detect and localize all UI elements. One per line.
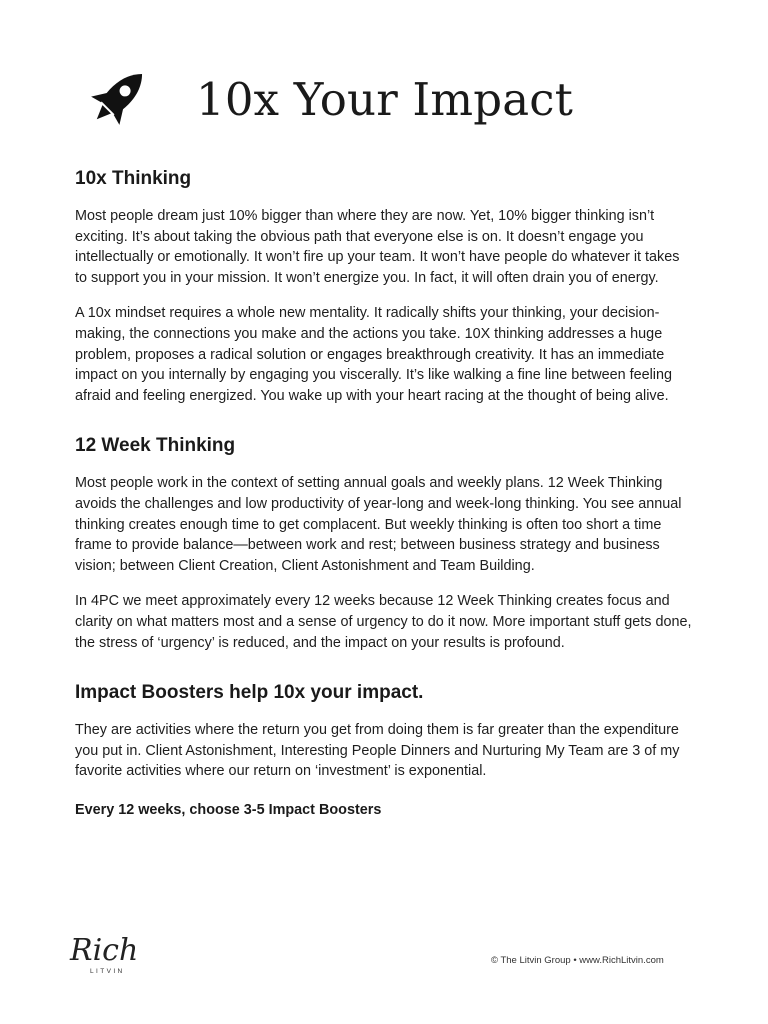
page-title: 10x Your Impact: [196, 73, 573, 126]
document-body: [75, 166, 695, 820]
paragraph: Most people work in the context of setting annual goals and weekly plans. 12 Week Thinking avoids the challenges and low productivity of year-long and week-long thinking. You see annual thinking creates enough time to get complacent. But weekly thinking is often too short a time frame to provide balance—between work and rest; between business strategy and business vision; between Client Creation, Client Astonishment and Team Building.: [75, 475, 682, 574]
section-impact-boosters: [75, 680, 695, 782]
paragraph: In 4PC we meet approximately every 12 weeks because 12 Week Thinking creates focus and clarity on what matters most and a sense of urgency to do it now. More important stuff gets done, the stress of ‘urgency’ is reduced, and the impact on your results is profound.: [75, 593, 692, 651]
paragraph: They are activities where the return you get from doing them is far greater than the expenditure you put in. Client Astonishment, Interesting People Dinners and Nurturing My Team are 3 of my favorite activities where our return on ‘investment’ is exponential.: [75, 722, 680, 780]
section-heading: 10x Thinking: [75, 168, 192, 189]
paragraph: Most people dream just 10% bigger than where they are now. Yet, 10% bigger thinking isn’t exciting. It’s about taking the obvious path that everyone else is on. It doesn’t engage you intellectually or emotionally. It won’t fire up your team. It won’t have people do whatever it takes to support you in your mission. It won’t energize you. In fact, it will often drain you of energy.: [75, 208, 680, 286]
rich-litvin-logo: [68, 935, 152, 981]
section-heading: 12 Week Thinking: [75, 435, 236, 457]
section-10x-thinking: [75, 166, 695, 406]
paragraph: A 10x mindset requires a whole new mentality. It radically shifts your thinking, your decision-making, the connections you make and the actions you take. 10X thinking addresses a huge problem, proposes a radical solution or engages breakthrough creativity. It has an immediate impact on you internally by engaging you viscerally. It’s like walking a fine line between feeling afraid and feeling energized. You wake up with your heart racing at the thought of being alive.: [75, 305, 673, 404]
section-12-week-thinking: [75, 433, 695, 653]
section-heading: Impact Boosters help 10x your impact.: [75, 682, 424, 704]
footer-copyright: © The Litvin Group • www.RichLitvin.com: [491, 955, 664, 966]
logo-subtext: LITVIN: [90, 968, 125, 975]
rocket-icon: [82, 62, 154, 134]
call-to-action: Every 12 weeks, choose 3-5 Impact Boosters: [75, 801, 382, 818]
logo-script-text: Rich: [70, 933, 139, 968]
